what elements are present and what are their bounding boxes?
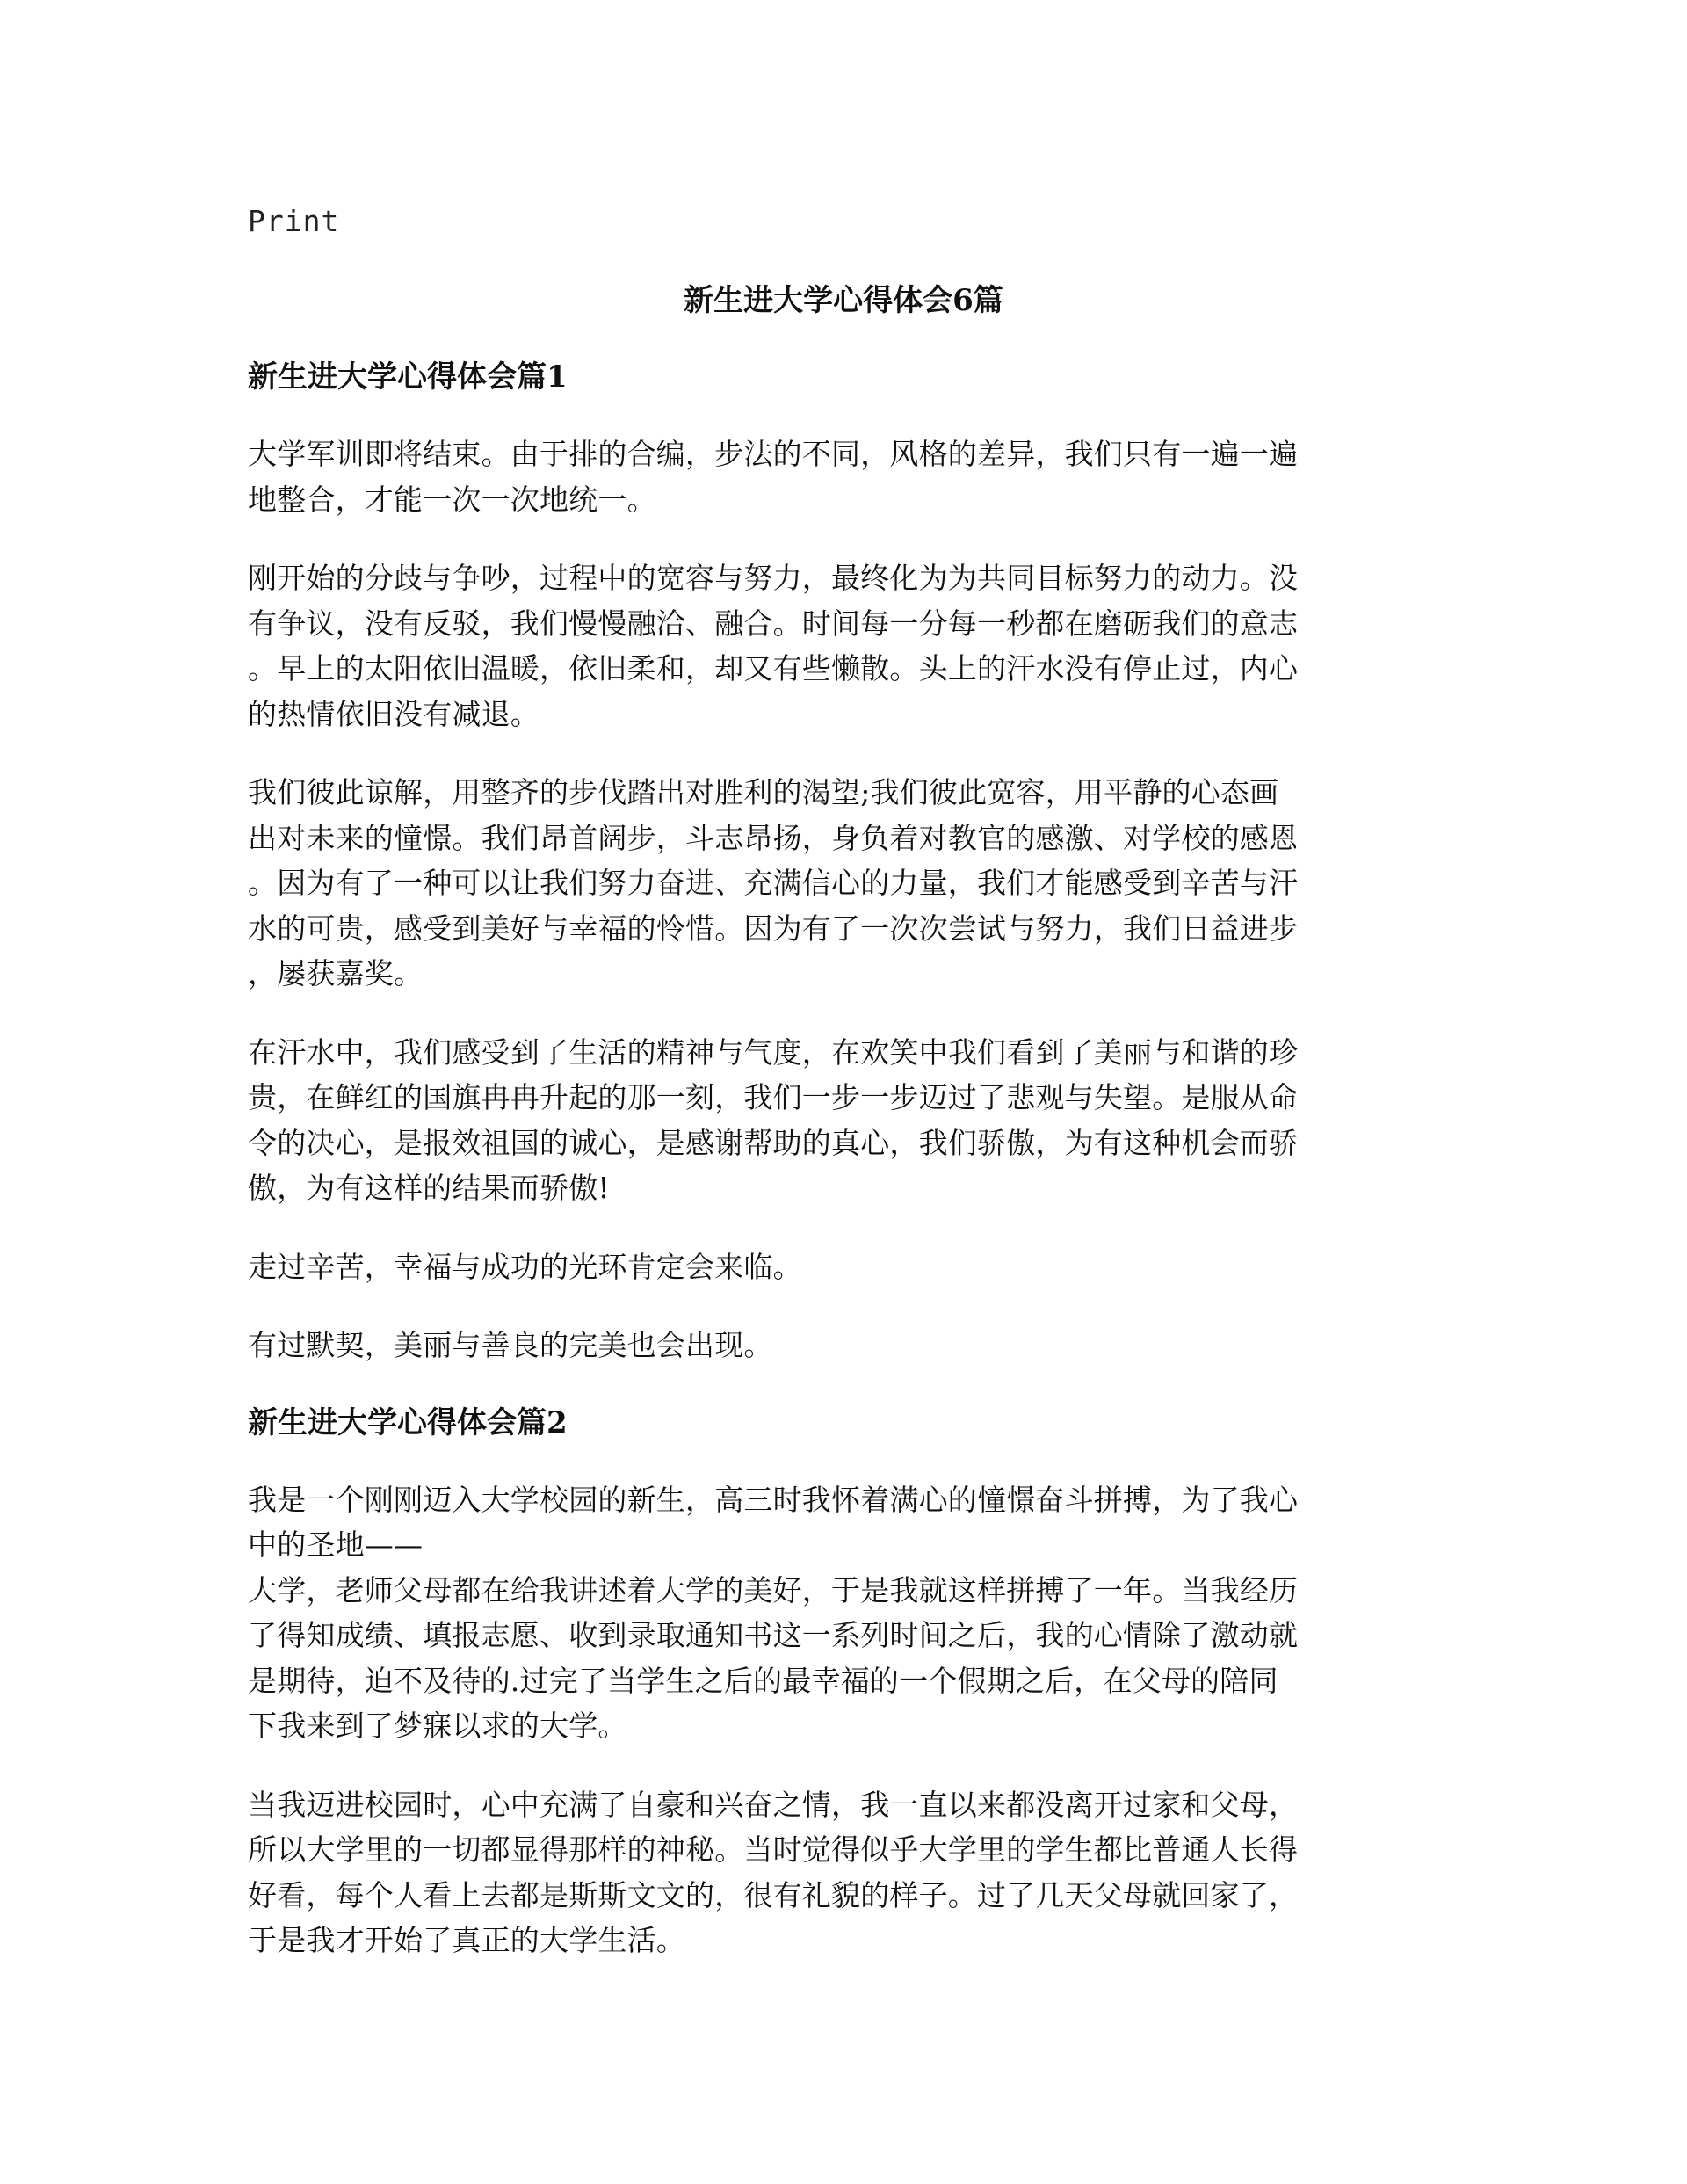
- paragraph: 当我迈进校园时，心中充满了自豪和兴奋之情，我一直以来都没离开过家和父母， 所以大学里的一切都显得那样的神秘。当时觉得似乎大学里的学生都比普通人长得 好看，每个人看上去都是斯斯文文的，很有礼貌的样子。过了几天父母就回家了， 于是我才开始了真正的大学生活。: [248, 1787, 1299, 1957]
- paragraph: 在汗水中，我们感受到了生活的精神与气度，在欢笑中我们看到了美丽与和谐的珍 贵，在鲜红的国旗冉冉升起的那一刻，我们一步一步迈过了悲观与失望。是服从命 令的决心，是报效祖国的诚心，是感谢帮助的真心，我们骄傲，为有这种机会而骄 傲，为有这样的结果而骄傲!: [248, 1034, 1299, 1205]
- document-title: 新生进大学心得体会6篇: [684, 283, 1003, 318]
- paragraph: 走过辛苦，幸福与成功的光环肯定会来临。: [248, 1249, 802, 1284]
- section-heading-1: 新生进大学心得体会篇1: [248, 359, 568, 395]
- paragraph: 有过默契，美丽与善良的完美也会出现。: [248, 1328, 773, 1362]
- paragraph: 我们彼此谅解，用整齐的步伐踏出对胜利的渴望;我们彼此宽容，用平静的心态画 出对未来的憧憬。我们昂首阔步，斗志昂扬，身负着对教官的感激、对学校的感恩 。因为有了一种可以让我们努力奋进、充满信心的力量，我们才能感受到辛苦与汗 水的可贵，感受到美好与幸福的怜惜。因为有了一次次尝试与努力，我们日益进步 ，屡获嘉奖。: [248, 775, 1299, 990]
- document-content: [248, 356, 1439, 1997]
- paragraph: 刚开始的分歧与争吵，过程中的宽容与努力，最终化为为共同目标努力的动力。没 有争议，没有反驳，我们慢慢融洽、融合。时间每一分每一秒都在磨砺我们的意志 。早上的太阳依旧温暖，依旧柔和，却又有些懒散。头上的汗水没有停止过，内心 的热情依旧没有减退。: [248, 561, 1299, 731]
- paragraph: 大学军训即将结束。由于排的合编，步法的不同，风格的差异，我们只有一遍一遍 地整合，才能一次一次地统一。: [248, 437, 1299, 517]
- paragraph: 我是一个刚刚迈入大学校园的新生，高三时我怀着满心的憧憬奋斗拼搏，为了我心 中的圣地—— 大学，老师父母都在给我讲述着大学的美好，于是我就这样拼搏了一年。当我经历 了得知成绩、填报志愿、收到录取通知书这一系列时间之后，我的心情除了激动就 是期待，迫不及待的.过完了当学生之后的最幸福的一个假期之后，在父母的陪同 下我来到了梦寐以求的大学。: [248, 1482, 1299, 1743]
- print-label: Print: [248, 204, 340, 238]
- document-page: [248, 0, 1439, 2184]
- section-heading-2: 新生进大学心得体会篇2: [248, 1404, 568, 1440]
